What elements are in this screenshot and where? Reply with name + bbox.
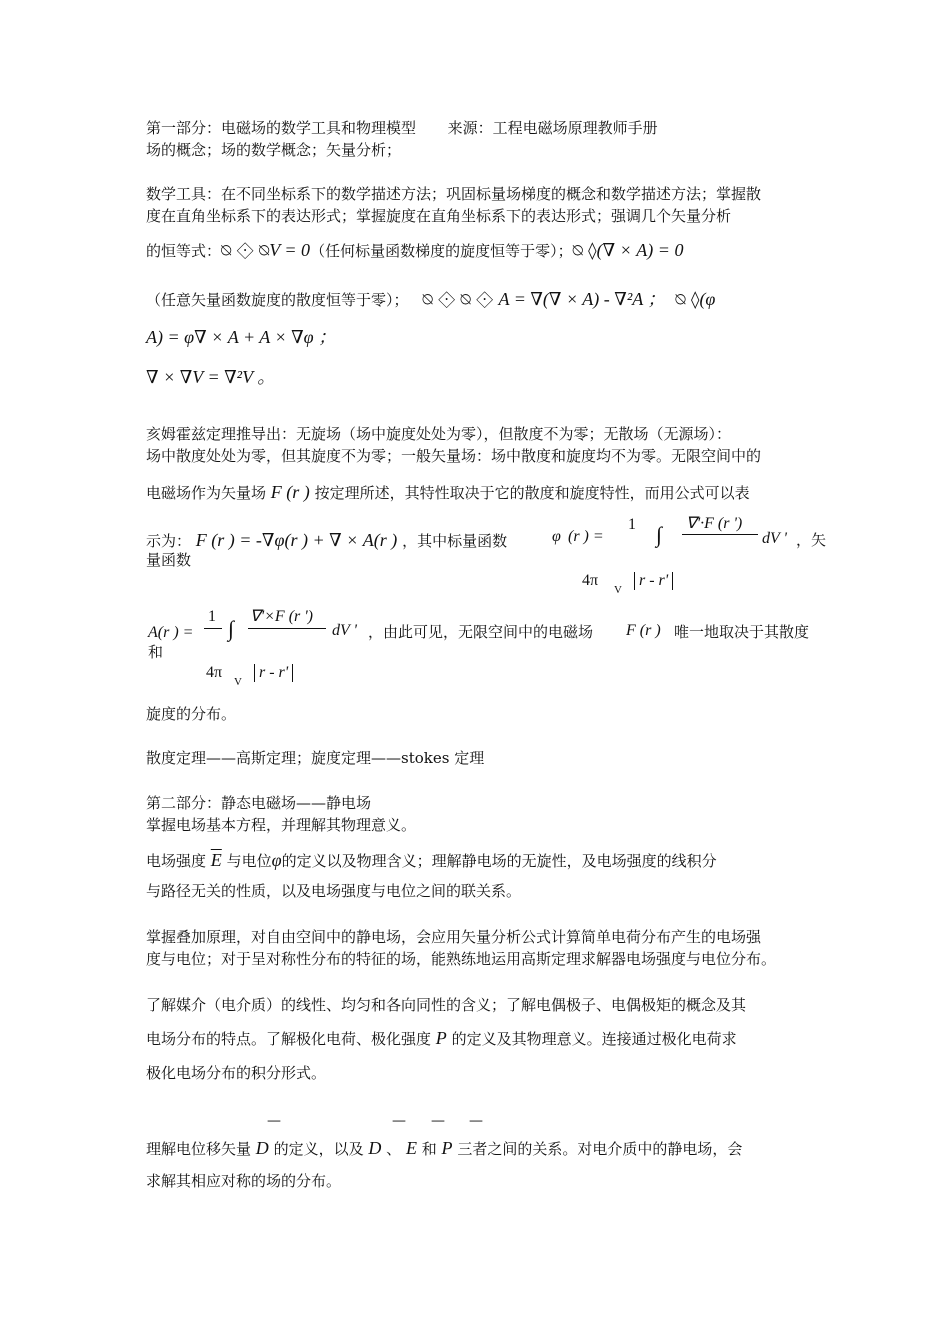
a-numerator: ∇'×F (r ') [250, 608, 313, 625]
identity-1: V = 0 [269, 240, 311, 260]
helmholtz-line5: 量函数 [146, 551, 192, 569]
phi-dv: dV ' [762, 530, 787, 547]
p-symbol-2: P [441, 1138, 453, 1158]
displacement-line1: 理解电位移矢量 D 的定义，以及 D 、 E 和 P 三者之间的关系。对电介质中的静电场，会 [146, 1138, 743, 1158]
identity-1-note: （任何标量函数梯度的旋度恒等于零）； [310, 242, 573, 260]
a-equation: A(r ) = [148, 624, 194, 641]
a-sub-v: V [234, 676, 242, 688]
p-symbol: P [435, 1028, 447, 1048]
identity-3: A = ∇(∇ × A) - ∇²A ； [498, 289, 666, 309]
helmholtz-line2: 场中散度处处为零，但其旋度不为零；一般矢量场：场中散度和旋度均不为零。无限空间中的 [146, 447, 762, 465]
medium-line1: 了解媒介（电介质）的线性、均匀和各向同性的含义；了解电偶极子、电偶极矩的概念及其 [146, 996, 747, 1014]
part1-topics: 场的概念；场的数学概念；矢量分析； [146, 141, 402, 159]
vector-bar-p: — [469, 1113, 483, 1129]
phi-equation: (r ) = [568, 528, 604, 545]
math-tools-line5 [146, 327, 336, 348]
math-tools-line4: （任意矢量函数旋度的散度恒等于零）； ⍉ ⟐ ⍉ ⟐ A = ∇(∇ × A) - ∇²A ； ⍉ ◊(φ [146, 289, 716, 310]
vector-bar-e: — [431, 1113, 445, 1129]
a-coefficient: 1 [208, 608, 216, 625]
helmholtz-line4: 示为： F (r ) = -∇φ(r ) + ∇ × A(r ) ，其中标量函数 [146, 530, 508, 550]
phi-coefficient: 1 [628, 516, 636, 533]
helmholtz-equation: F (r ) = -∇φ(r ) + ∇ × A(r ) [195, 530, 398, 550]
identity-2: (∇ × A) = 0 [596, 240, 684, 260]
a-denominator-abs: r - r' [254, 664, 293, 682]
phi-eq-suffix: ，矢 [796, 531, 827, 549]
d-symbol: D [255, 1138, 269, 1158]
math-tools-line3: 的恒等式：⍉ ⟐ ⍉V = 0（任何标量函数梯度的旋度恒等于零）；⍉ ◊(∇ × A) = 0 [146, 240, 684, 261]
a-suffix: 唯一地取决于其散度 [674, 623, 810, 641]
d-symbol-2: D [368, 1138, 382, 1158]
identity-5: ∇ × ∇V = ∇²V 。 [146, 367, 276, 387]
theorems-line: 散度定理——高斯定理；旋度定理——stokes 定理 [146, 749, 485, 767]
helmholtz-line3: 电磁场作为矢量场 F (r ) 按定理所述，其特性取决于它的散度和旋度特性，而用公式可以表 [146, 482, 750, 502]
math-tools-line1: 数学工具：在不同坐标系下的数学描述方法；巩固标量场梯度的概念和数学描述方法；掌握散 [146, 185, 762, 203]
helmholtz-end: 旋度的分布。 [146, 705, 237, 723]
a-and: 和 [148, 643, 164, 661]
integral-sign: ∫ [656, 522, 663, 547]
phi-potential: φ [271, 850, 282, 870]
part1-title-line [146, 118, 658, 138]
a-dv: dV ' [332, 622, 357, 639]
phi-denominator-abs: r - r' [634, 572, 673, 590]
identity-note-2: （任意矢量函数旋度的散度恒等于零）； [146, 291, 409, 309]
displacement-line2: 求解其相应对称的场的分布。 [146, 1172, 342, 1190]
a-integral-sign: ∫ [228, 616, 235, 641]
identity-4-start: (φ [699, 289, 716, 309]
part1-source: 来源：工程电磁场原理教师手册 [447, 119, 658, 137]
garbled-glyph: ⍉ ⟐ ⍉ [221, 241, 270, 261]
math-tools-line6 [146, 367, 275, 388]
a-coef-bar [204, 628, 222, 629]
e-symbol: E [405, 1138, 417, 1158]
e-vector: $\overline{E}$ [210, 850, 222, 870]
vector-bar-d: — [267, 1113, 281, 1129]
field-strength-line: 电场强度 $\overline{E}$ 与电位φ的定义以及物理含义；理解静电场的无旋性，及电场强度的线积分 [146, 850, 717, 870]
superposition-line2: 度与电位；对于呈对称性分布的特征的场，能熟练地运用高斯定理求解器电场强度与电位分布。 [146, 950, 777, 968]
a-fraction-bar [248, 628, 326, 629]
phi-denominator: 4π [582, 572, 599, 589]
vector-bar-d2: — [392, 1113, 406, 1129]
phi-sub-v: V [614, 584, 622, 596]
medium-line3: 极化电场分布的积分形式。 [146, 1064, 327, 1082]
superposition-line1: 掌握叠加原理，对自由空间中的静电场，会应用矢量分析公式计算简单电荷分布产生的电场强 [146, 928, 762, 946]
phi-numerator: ∇'·F (r ') [686, 515, 743, 532]
phi-symbol: φ [552, 528, 561, 545]
a-denominator: 4π [206, 664, 223, 681]
part1-title: 第一部分：电磁场的数学工具和物理模型 [146, 119, 417, 137]
a-vector-f: F (r ) [626, 622, 661, 639]
part2-title: 第二部分：静态电磁场——静电场 [146, 794, 372, 812]
phi-fraction-bar [682, 534, 758, 535]
medium-line2: 电场分布的特点。了解极化电荷、极化强度 P 的定义及其物理意义。连接通过极化电荷求 [146, 1028, 737, 1048]
part2-line1: 掌握电场基本方程，并理解其物理意义。 [146, 816, 417, 834]
field-strength-line2: 与路径无关的性质，以及电场强度与电位之间的联关系。 [146, 882, 522, 900]
math-tools-line2: 度在直角坐标系下的表达形式；掌握旋度在直角坐标系下的表达形式；强调几个矢量分析 [146, 207, 732, 225]
vector-f: F (r ) [270, 482, 310, 502]
a-mid-text: ，由此可见，无限空间中的电磁场 [368, 623, 594, 641]
helmholtz-line1: 亥姆霍兹定理推导出：无旋场（场中旋度处处为零），但散度不为零；无散场（无源场）： [146, 425, 732, 443]
identity-4-end: A) = φ∇ × A + A × ∇φ ； [146, 327, 337, 347]
